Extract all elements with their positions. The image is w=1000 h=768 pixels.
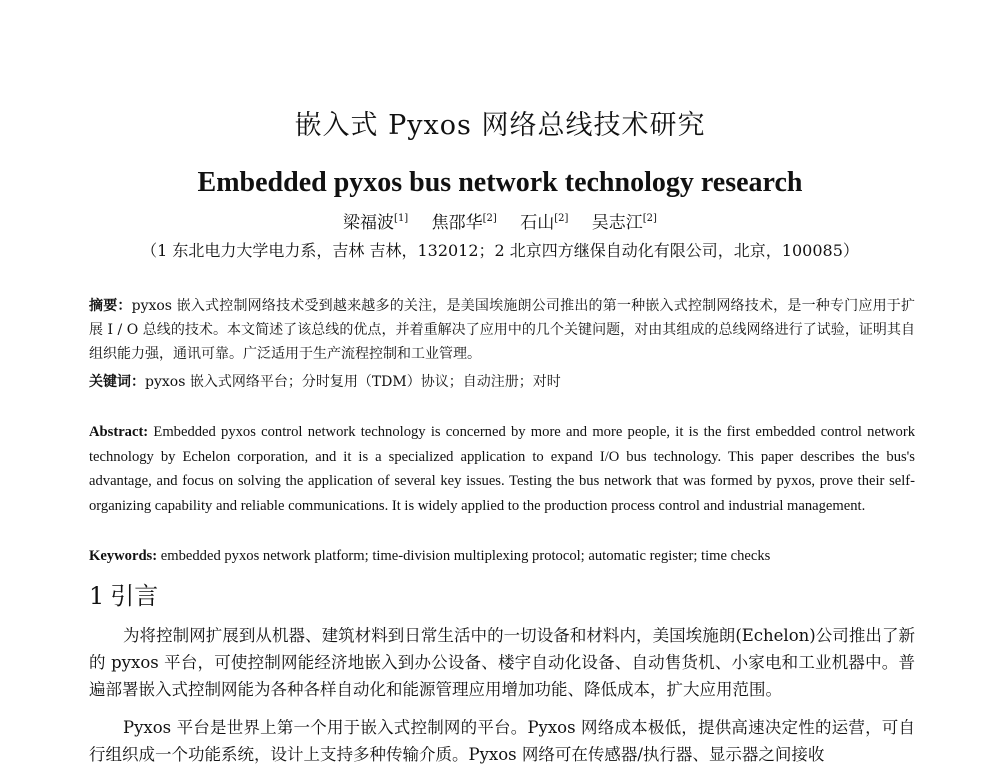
section-number: 1	[89, 582, 105, 610]
affiliation-mark: [2]	[482, 213, 497, 224]
abstract-label-english: Abstract:	[89, 424, 149, 440]
affiliation-line: （1 东北电力大学电力系，吉林 吉林，132012；2 北京四方继保自动化有限公司，北京，100085）	[141, 241, 859, 260]
affiliation-mark: [2]	[642, 213, 657, 224]
keywords-text-chinese: pyxos 嵌入式网络平台；分时复用（TDM）协议；自动注册；对时	[145, 374, 561, 390]
keywords-text-english: embedded pyxos network platform; time-division multiplexing protocol; automatic register; time checks	[160, 548, 771, 564]
keywords-english	[89, 544, 915, 568]
affiliation-mark: [1]	[394, 213, 409, 224]
abstract-label-chinese: 摘要：	[89, 298, 132, 314]
author	[592, 212, 657, 234]
section-heading	[89, 580, 158, 612]
author-name: 吴志江	[591, 213, 643, 233]
author-name: 焦邵华	[431, 213, 483, 233]
abstract-english	[89, 420, 915, 518]
abstract-chinese	[89, 294, 915, 366]
author-name: 石山	[520, 213, 555, 233]
author	[432, 212, 497, 234]
keywords-label-english: Keywords:	[89, 548, 158, 564]
affiliation-mark: [2]	[554, 213, 569, 224]
author-name: 梁福波	[343, 213, 395, 233]
body-paragraph: 为将控制网扩展到从机器、建筑材料到日常生活中的一切设备和材料内，美国埃施朗(Echelon)公司推出了新的 pyxos 平台，可使控制网能经济地嵌入到办公设备、楼宇自动化设备、自动售货机、小家电和工业机器中。普遍部署嵌入式控制网能为各种各样自动化和能源管理应用增加功能、降低成本，扩大应用范围。	[89, 626, 915, 699]
abstract-text-english: Embedded pyxos control network technology is concerned by more and more people, it is the first embedded control network technology by Echelon corporation, and it is a specialized application to expand I/O bus technology. This paper describes the bus's advantage, and focus on solving the application of several key issues. Testing the bus network that was formed by pyxos, prove their self-organizing capability and reliable communications. It is widely applied to the production process control and industrial management.	[89, 424, 915, 514]
author	[343, 212, 408, 234]
author	[520, 212, 568, 234]
paper-title-english: Embedded pyxos bus network technology research	[197, 167, 803, 198]
keywords-label-chinese: 关键词：	[89, 374, 145, 390]
author-list	[0, 212, 1000, 234]
paper-title-chinese: 嵌入式 Pyxos 网络总线技术研究	[294, 110, 706, 141]
abstract-text-chinese: pyxos 嵌入式控制网络技术受到越来越多的关注，是美国埃施朗公司推出的第一种嵌入式控制网络技术，是一种专门应用于扩展 I / O 总线的技术。本文简述了该总线的优点，并着重解决了应用中的几个关键问题，对由其组成的总线网络进行了试验，证明其自组织能力强，通讯可靠。广泛适用于生产流程控制和工业管理。	[89, 298, 915, 362]
section-title: 引言	[110, 582, 159, 610]
body-paragraph: Pyxos 平台是世界上第一个用于嵌入式控制网的平台。Pyxos 网络成本极低，提供高速决定性的运营，可自行组织成一个功能系统，设计上支持多种传输介质。Pyxos 网络可在传感器/执行器、显示器之间接收	[89, 718, 915, 764]
keywords-chinese	[89, 370, 915, 394]
